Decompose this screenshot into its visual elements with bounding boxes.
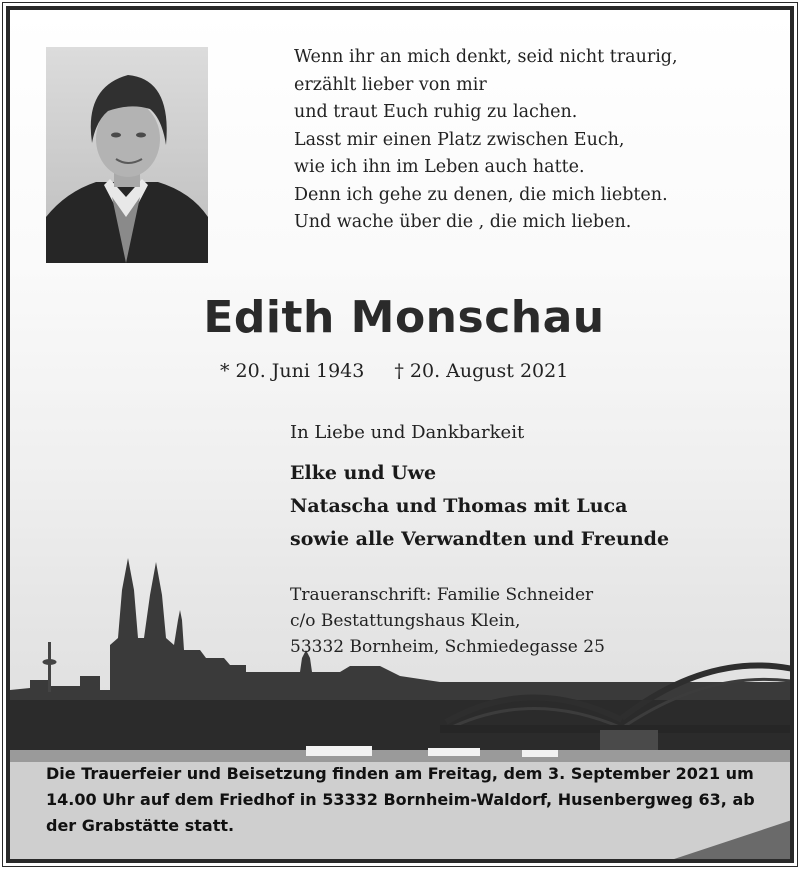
poem [294, 44, 774, 237]
poem-line: Denn ich gehe zu denen, die mich liebten. [294, 184, 668, 205]
ceremony-details: Die Trauerfeier und Beisetzung finden am Freitag, dem 3. September 2021 um 14.00 Uhr auf dem Friedhof in 53332 Bornheim-Waldorf, Husenbergweg 63, ab der Grabstätte statt. [46, 764, 755, 835]
poem-line: erzählt lieber von mir [294, 74, 487, 95]
life-dates [220, 360, 568, 382]
poem-line: Wenn ihr an mich denkt, seid nicht traurig, [294, 47, 678, 67]
mourners-list [290, 457, 669, 556]
poem-line: wie ich ihn im Leben auch hatte. [294, 157, 585, 177]
mourning-address [290, 582, 605, 660]
birth-date: * 20. Juni 1943 [220, 360, 365, 382]
poem-line: Lasst mir einen Platz zwischen Euch, [294, 129, 625, 150]
poem-line: und traut Euch ruhig zu lachen. [294, 102, 578, 122]
death-date: † 20. August 2021 [394, 360, 569, 382]
mourner: Natascha und Thomas mit Luca [290, 495, 628, 517]
poem-line: Und wache über die , die mich lieben. [294, 212, 632, 232]
closing-phrase: In Liebe und Dankbarkeit [290, 422, 525, 443]
address-line: 53332 Bornheim, Schmiedegasse 25 [290, 637, 605, 657]
mourner: Elke und Uwe [290, 462, 437, 484]
address-line: c/o Bestattungshaus Klein, [290, 611, 521, 631]
portrait-photo [46, 47, 208, 263]
obituary-frame [6, 6, 794, 863]
deceased-name: Edith Monschau [203, 292, 605, 343]
mourner: sowie alle Verwandten und Freunde [290, 528, 670, 550]
address-line: Traueranschrift: Familie Schneider [290, 585, 594, 605]
